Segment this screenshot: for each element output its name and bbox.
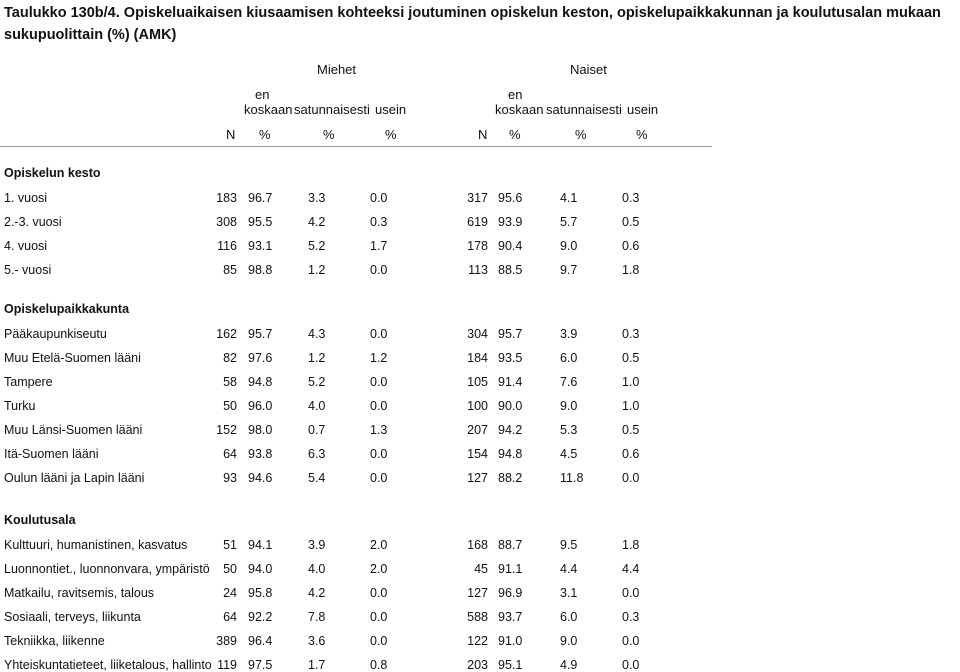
header-men-usein: usein <box>375 102 407 117</box>
table-cell: 0.6 <box>622 239 640 253</box>
table-cell: 50 <box>223 399 237 413</box>
table-cell: 0.0 <box>370 263 388 277</box>
header-women-koskaan: koskaan <box>495 102 544 117</box>
header-men-pct2: % <box>323 127 335 142</box>
table-cell: 4.2 <box>308 215 326 229</box>
header-women-usein: usein <box>627 102 659 117</box>
table-cell: 0.0 <box>622 658 640 672</box>
header-women-pct2: % <box>575 127 587 142</box>
table-cell: 0.6 <box>622 447 640 461</box>
table-cell: 588 <box>467 610 488 624</box>
table-cell: 3.3 <box>308 191 326 205</box>
table-cell: 3.9 <box>308 538 326 552</box>
table-cell: 0.0 <box>622 586 640 600</box>
table-cell: 94.2 <box>498 423 523 437</box>
table-cell: 98.0 <box>248 423 273 437</box>
table-cell: 93 <box>223 471 237 485</box>
table-cell: 1.7 <box>308 658 326 672</box>
table-cell: 95.7 <box>248 327 273 341</box>
table-cell: 183 <box>216 191 237 205</box>
header-men-satunnaisesti: satunnaisesti <box>294 102 370 117</box>
table-cell: 0.8 <box>370 658 388 672</box>
table-cell: 154 <box>467 447 488 461</box>
table-cell: 88.7 <box>498 538 523 552</box>
table-cell: 91.0 <box>498 634 523 648</box>
table-cell: 96.7 <box>248 191 273 205</box>
header-women-satunnaisesti: satunnaisesti <box>546 102 622 117</box>
table-cell: 4.3 <box>308 327 326 341</box>
table-cell: 1.8 <box>622 538 640 552</box>
table-cell: 7.8 <box>308 610 326 624</box>
table-cell: 97.6 <box>248 351 273 365</box>
table-cell: 93.1 <box>248 239 273 253</box>
table-cell: 5.4 <box>308 471 326 485</box>
table-cell: 1.7 <box>370 239 388 253</box>
row-label: Turku <box>4 399 36 413</box>
table-cell: 94.0 <box>248 562 273 576</box>
row-label: Kulttuuri, humanistinen, kasvatus <box>4 538 188 552</box>
table-cell: 3.6 <box>308 634 326 648</box>
table-cell: 9.0 <box>560 634 578 648</box>
table-cell: 207 <box>467 423 488 437</box>
table-cell: 98.8 <box>248 263 273 277</box>
header-women-pct3: % <box>636 127 648 142</box>
row-label: 4. vuosi <box>4 239 48 253</box>
table-cell: 5.3 <box>560 423 578 437</box>
row-label: 1. vuosi <box>4 191 48 205</box>
header-women-en: en <box>508 87 523 102</box>
row-label: 5.- vuosi <box>4 263 52 277</box>
table-cell: 9.0 <box>560 239 578 253</box>
row-label: Yhteiskuntatieteet, liiketalous, hallinto <box>4 658 212 672</box>
table-cell: 152 <box>216 423 237 437</box>
table-cell: 119 <box>217 658 237 672</box>
table-cell: 178 <box>467 239 488 253</box>
table-cell: 85 <box>223 263 237 277</box>
table-cell: 50 <box>223 562 237 576</box>
table-cell: 95.1 <box>498 658 523 672</box>
table-cell: 0.3 <box>622 327 640 341</box>
table-cell: 4.9 <box>560 658 578 672</box>
table-cell: 0.0 <box>370 191 388 205</box>
row-label: Oulun lääni ja Lapin lääni <box>4 471 145 485</box>
table-cell: 4.0 <box>308 562 326 576</box>
table-cell: 24 <box>223 586 237 600</box>
table-cell: 127 <box>467 586 488 600</box>
table-cell: 95.6 <box>498 191 523 205</box>
table-cell: 0.3 <box>370 215 388 229</box>
table-cell: 0.0 <box>622 634 640 648</box>
table-cell: 64 <box>223 610 237 624</box>
table-cell: 9.0 <box>560 399 578 413</box>
header-women-pct1: % <box>509 127 521 142</box>
table-cell: 0.0 <box>370 447 388 461</box>
table-cell: 95.7 <box>498 327 523 341</box>
table-cell: 2.0 <box>370 538 388 552</box>
table-cell: 97.5 <box>248 658 273 672</box>
table-cell: 0.0 <box>370 586 388 600</box>
table-cell: 116 <box>217 239 237 253</box>
table-cell: 203 <box>467 658 488 672</box>
header-men-koskaan: koskaan <box>244 102 293 117</box>
header-divider <box>0 146 712 147</box>
table-cell: 3.1 <box>560 586 578 600</box>
header-men-n: N <box>226 127 236 142</box>
table-cell: 4.1 <box>560 191 578 205</box>
row-label: 2.-3. vuosi <box>4 215 62 229</box>
table-cell: 127 <box>467 471 488 485</box>
table-cell: 0.5 <box>622 351 640 365</box>
table-cell: 9.5 <box>560 538 578 552</box>
row-label: Matkailu, ravitsemis, talous <box>4 586 155 600</box>
table-cell: 0.0 <box>370 634 388 648</box>
table-cell: 51 <box>223 538 237 552</box>
table-cell: 91.1 <box>498 562 523 576</box>
table-cell: 0.0 <box>370 399 388 413</box>
table-cell: 5.2 <box>308 239 326 253</box>
table-cell: 619 <box>467 215 488 229</box>
row-label: Pääkaupunkiseutu <box>4 327 107 341</box>
table-cell: 96.9 <box>498 586 523 600</box>
table-cell: 4.4 <box>560 562 578 576</box>
table-cell: 45 <box>474 562 488 576</box>
table-cell: 100 <box>467 399 488 413</box>
table-cell: 0.7 <box>308 423 326 437</box>
row-label: Tampere <box>4 375 53 389</box>
table-cell: 4.2 <box>308 586 326 600</box>
table-cell: 11.8 <box>560 471 584 485</box>
table-cell: 4.5 <box>560 447 578 461</box>
table-cell: 91.4 <box>498 375 523 389</box>
table-cell: 88.5 <box>498 263 523 277</box>
table-cell: 168 <box>467 538 488 552</box>
table-cell: 0.0 <box>370 471 388 485</box>
table-cell: 1.0 <box>622 399 640 413</box>
table-cell: 304 <box>467 327 488 341</box>
row-label: Muu Etelä-Suomen lääni <box>4 351 141 365</box>
table-cell: 389 <box>216 634 237 648</box>
table-cell: 1.2 <box>308 351 326 365</box>
table-cell: 3.9 <box>560 327 578 341</box>
table-cell: 0.0 <box>622 471 640 485</box>
table-cell: 94.1 <box>248 538 273 552</box>
table-cell: 5.7 <box>560 215 578 229</box>
table-cell: 0.0 <box>370 375 388 389</box>
table-cell: 4.4 <box>622 562 640 576</box>
table-cell: 58 <box>223 375 237 389</box>
section-title: Opiskelupaikkakunta <box>4 302 130 316</box>
table-cell: 94.6 <box>248 471 273 485</box>
table-cell: 92.2 <box>248 610 273 624</box>
table-cell: 1.0 <box>622 375 640 389</box>
table-cell: 90.0 <box>498 399 523 413</box>
table-cell: 93.8 <box>248 447 273 461</box>
table-cell: 95.5 <box>248 215 273 229</box>
table-cell: 94.8 <box>248 375 273 389</box>
table-cell: 0.0 <box>370 610 388 624</box>
table-cell: 9.7 <box>560 263 578 277</box>
table-cell: 88.2 <box>498 471 523 485</box>
header-women: Naiset <box>570 62 607 77</box>
table-cell: 0.5 <box>622 423 640 437</box>
table-cell: 0.3 <box>622 610 640 624</box>
section-title: Koulutusala <box>4 513 76 527</box>
table-cell: 317 <box>467 191 488 205</box>
table-cell: 93.7 <box>498 610 523 624</box>
header-men-pct3: % <box>385 127 397 142</box>
header-men-pct1: % <box>259 127 271 142</box>
table-cell: 6.3 <box>308 447 326 461</box>
section-title: Opiskelun kesto <box>4 166 101 180</box>
row-label: Luonnontiet., luonnonvara, ympäristö <box>4 562 210 576</box>
table-cell: 82 <box>223 351 237 365</box>
table-cell: 113 <box>468 263 488 277</box>
table-cell: 96.4 <box>248 634 273 648</box>
table-cell: 122 <box>467 634 488 648</box>
table-cell: 95.8 <box>248 586 273 600</box>
table-cell: 90.4 <box>498 239 523 253</box>
table-cell: 0.3 <box>622 191 640 205</box>
table-cell: 96.0 <box>248 399 273 413</box>
table-cell: 7.6 <box>560 375 578 389</box>
row-label: Tekniikka, liikenne <box>4 634 105 648</box>
table-cell: 0.0 <box>370 327 388 341</box>
header-men: Miehet <box>317 62 357 77</box>
table-cell: 6.0 <box>560 351 578 365</box>
table-cell: 0.5 <box>622 215 640 229</box>
header-women-n: N <box>478 127 488 142</box>
table-cell: 105 <box>467 375 488 389</box>
table-cell: 162 <box>216 327 237 341</box>
table-cell: 308 <box>216 215 237 229</box>
table-cell: 64 <box>223 447 237 461</box>
row-label: Itä-Suomen lääni <box>4 447 99 461</box>
table-cell: 94.8 <box>498 447 523 461</box>
row-label: Muu Länsi-Suomen lääni <box>4 423 143 437</box>
table-cell: 93.9 <box>498 215 523 229</box>
table-cell: 1.2 <box>308 263 326 277</box>
header-men-en: en <box>255 87 270 102</box>
table-cell: 5.2 <box>308 375 326 389</box>
table-cell: 6.0 <box>560 610 578 624</box>
row-label: Sosiaali, terveys, liikunta <box>4 610 141 624</box>
table-cell: 1.8 <box>622 263 640 277</box>
table-cell: 184 <box>467 351 488 365</box>
table-cell: 93.5 <box>498 351 523 365</box>
table-cell: 1.2 <box>370 351 388 365</box>
table-cell: 1.3 <box>370 423 388 437</box>
table-cell: 4.0 <box>308 399 326 413</box>
table-cell: 2.0 <box>370 562 388 576</box>
table-title: Taulukko 130b/4. Opiskeluaikaisen kiusaamisen kohteeksi joutuminen opiskelun keston, opiskelupaikkakunnan ja koulutusalan mukaan sukupuolittain (%) (AMK) <box>4 5 941 43</box>
